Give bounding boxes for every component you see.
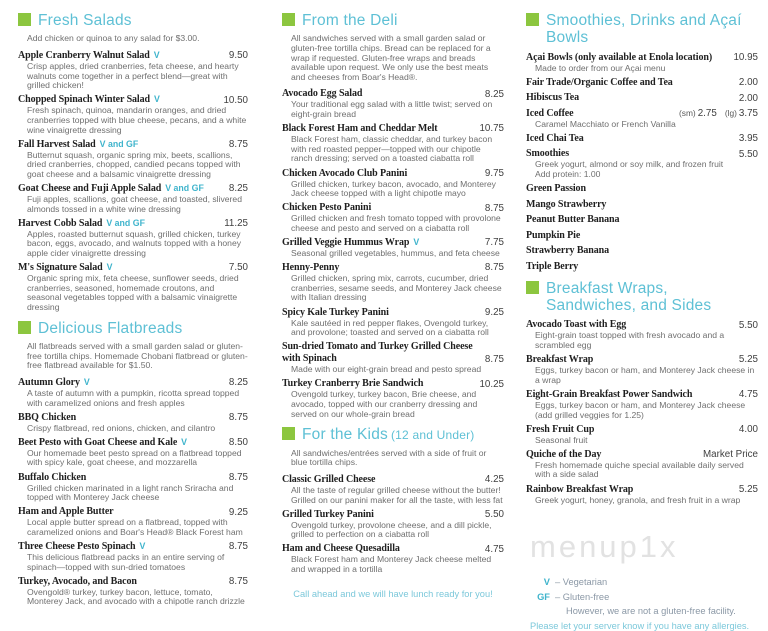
item-description: Organic spring mix, feta cheese, sunflower seeds, dried cranberries, seasoned, homemade croutons, and seasonal vegetables topped with a balsamic vinaigrette dressing (27, 273, 239, 313)
menu-item-row (526, 199, 758, 211)
item-name-text: M's Signature Salad (18, 262, 103, 274)
price-amount: 5.50 (484, 508, 504, 520)
section-title (302, 426, 474, 443)
item-name-text: Fall Harvest Salad (18, 138, 96, 150)
menu-section (282, 12, 504, 419)
menu-item (282, 509, 504, 540)
item-description: Made to order from our Açai menu (535, 62, 666, 73)
menu-item (18, 377, 248, 408)
item-name-text: Apple Cranberry Walnut Salad (18, 49, 150, 61)
section-bullet-icon (282, 13, 295, 26)
section-header (282, 12, 504, 29)
item-name-text: Turkey Cranberry Brie Sandwich (282, 378, 424, 390)
menu-item (18, 437, 248, 468)
item-description: Butternut squash, organic spring mix, beets, scallions, dried cranberries, chopped, candied pecans topped with goat cheese and a balsamic vinaigrette dressing (27, 149, 241, 179)
item-description: Seasonal fruit (535, 434, 588, 445)
menu-item-row (282, 168, 504, 180)
menu-item (526, 52, 758, 74)
diet-tag: V (153, 94, 160, 105)
menu-item (526, 319, 758, 350)
price-amount: 11.25 (224, 218, 248, 230)
menu-item-row (526, 424, 758, 436)
menu-item (282, 123, 504, 164)
menu-item (282, 262, 504, 303)
item-price (229, 541, 248, 553)
item-price (229, 507, 248, 519)
section-title (546, 280, 758, 315)
menu-item (18, 412, 248, 434)
legend-row (526, 575, 758, 589)
menu-item (18, 218, 248, 259)
section-intro: Add chicken or quinoa to any salad for $3.00. (27, 33, 200, 44)
item-description: Grilled chicken, turkey bacon, avocado, and Monterey Jack cheese topped with a light chipotle mayo (291, 178, 496, 199)
menu-item (526, 183, 758, 195)
menu-item (18, 183, 248, 214)
diet-tag: V (153, 49, 160, 60)
item-price (739, 93, 758, 105)
price-amount: 9.25 (484, 306, 504, 318)
price-amount: 8.25 (228, 183, 248, 195)
price-amount: 4.75 (484, 543, 504, 555)
item-price (739, 320, 758, 332)
item-description: Our homemade beet pesto spread on a flatbread topped with spicy kale, goat cheese, and mozzarella (27, 447, 242, 468)
item-description: Apples, roasted butternut squash, grilled chicken, turkey bacon, eggs, avocado, and walnuts topped with a honey apple cider vinaigrette dressing (27, 228, 242, 259)
item-description: Add protein: 1.00 (535, 169, 601, 180)
menu-item (18, 506, 248, 537)
item-description: Grilled chicken, spring mix, carrots, cucumber, dried cranberries, sesame seeds, and Monterey Jack cheese with Italian dressing (291, 273, 502, 303)
section-bullet-icon (18, 321, 31, 334)
item-name-text: Hibiscus Tea (526, 92, 579, 104)
item-description: Crisp apples, dried cranberries, feta cheese, and hearty walnuts come together in a perfect blend—great with grilled chicken! (27, 60, 239, 91)
item-name (526, 484, 633, 496)
allergy-note: Please let your server know if you have any allergies. (530, 621, 750, 631)
item-name (282, 307, 389, 319)
menu-item (282, 88, 504, 119)
item-name-text: Black Forest Ham and Cheddar Melt (282, 123, 438, 135)
diet-tag: V (106, 262, 113, 273)
price-amount: 5.50 (738, 148, 758, 160)
item-price (733, 52, 758, 64)
menu-item (282, 307, 504, 338)
item-name-text: Ham and Cheese Quesadilla (282, 543, 400, 555)
item-price (739, 133, 758, 145)
item-name-text: Fresh Fruit Cup (526, 423, 595, 435)
section-title (38, 320, 182, 337)
menu-item (526, 148, 758, 179)
item-description: Crispy flatbread, red onions, chicken, and cilantro (27, 422, 216, 433)
item-description: Ovengold turkey, provolone cheese, and a dill pickle, grilled to perfection on a ciabatta roll (291, 519, 492, 540)
item-name-text: Avocado Toast with Egg (526, 319, 627, 331)
price-amount: 8.75 (228, 541, 248, 553)
item-name-text: Triple Berry (526, 260, 579, 272)
menu-item (18, 139, 248, 180)
diet-tag: V and GF (99, 138, 139, 149)
menu-item (526, 424, 758, 446)
menu-item-row (18, 139, 248, 151)
section-title-text: Delicious Flatbreads (38, 319, 183, 337)
diet-legend (526, 575, 758, 618)
menu-item (526, 230, 758, 242)
item-description: Made with our eight-grain bread and pesto spread (291, 364, 482, 375)
legend-note: However, we are not a gluten-free facility. (566, 606, 736, 616)
item-price (485, 168, 504, 180)
item-name-text: Sun-dried Tomato and Turkey Grilled Cheese with Spinach (282, 341, 473, 365)
item-name (282, 509, 374, 521)
item-price (485, 307, 504, 319)
item-price (739, 424, 758, 436)
price-amount: 8.75 (484, 353, 504, 365)
item-name (526, 52, 712, 64)
item-description: Fresh homemade quiche special available daily served with a side salad (535, 459, 744, 480)
price-amount: 2.75 (697, 108, 717, 120)
menu-item (526, 484, 758, 506)
item-description: Ovengold turkey, turkey bacon, Brie cheese, and avocado, topped with our cranberry dressing and served on our whole-grain bread (291, 389, 478, 419)
menu-item (526, 214, 758, 226)
item-price (739, 149, 758, 161)
price-amount: 8.75 (484, 202, 504, 214)
item-name-text: Avocado Egg Salad (282, 88, 363, 100)
legend-text: – Gluten-free (555, 591, 610, 602)
price-amount: 10.95 (733, 51, 758, 63)
price-amount: 8.25 (228, 377, 248, 389)
section-title (38, 12, 132, 29)
price-amount: 2.00 (738, 92, 758, 104)
menu-item (526, 92, 758, 104)
price-amount: 3.75 (738, 108, 758, 120)
item-name-text: Green Passion (526, 183, 586, 195)
section-header (526, 12, 758, 47)
section-bullet-icon (18, 13, 31, 26)
section-intro: All sandwiches/entrées served with a side of fruit or blue tortilla chips. (291, 447, 487, 468)
menu-item-row (526, 77, 758, 89)
item-name (282, 168, 407, 180)
item-price (671, 108, 758, 120)
item-price (229, 139, 248, 151)
menu-item (282, 378, 504, 419)
diet-tag: V (139, 541, 146, 552)
item-name-text: Grilled Turkey Panini (282, 508, 374, 520)
menu-item-row (18, 472, 248, 484)
legend-tag: V (543, 577, 550, 588)
item-name (526, 424, 594, 436)
menu-item-row (526, 449, 758, 461)
menu-item-row (282, 509, 504, 521)
item-name-text: Beet Pesto with Goat Cheese and Kale (18, 436, 178, 448)
item-name-text: Henny-Penny (282, 262, 340, 274)
item-description: Kale sautéed in red pepper flakes, Ovengold turkey, and provolone; toasted and served on a ciabatta roll (291, 317, 489, 338)
item-name-text: Iced Chai Tea (526, 132, 584, 144)
item-price (223, 95, 248, 107)
item-name-text: Chicken Pesto Panini (282, 202, 372, 214)
price-amount: 9.25 (228, 506, 248, 518)
item-name-text: Mango Strawberry (526, 198, 607, 210)
menu-section (282, 426, 504, 574)
menu-item (18, 262, 248, 313)
section-title-text: For the Kids (302, 426, 388, 444)
menu-item (18, 50, 248, 91)
item-name-text: Eight-Grain Breakfast Power Sandwich (526, 388, 693, 400)
item-name-text: Iced Coffee (526, 107, 574, 119)
item-name (526, 183, 586, 195)
price-amount: 7.75 (484, 237, 504, 249)
section-title-suffix: (12 and Under) (390, 428, 475, 443)
item-name-text: Spicy Kale Turkey Panini (282, 306, 389, 318)
menu-item (526, 354, 758, 385)
item-name-text: Strawberry Banana (526, 245, 610, 257)
menu-item (526, 108, 758, 130)
item-name (18, 412, 76, 424)
item-name-text: Classic Grilled Cheese (282, 473, 376, 485)
diet-tag: V and GF (106, 217, 145, 228)
item-name (526, 261, 578, 273)
section-header (18, 320, 248, 337)
item-description: Eggs, turkey bacon or ham, and Monterey Jack cheese in a wrap (535, 365, 755, 385)
price-amount: 9.75 (484, 167, 504, 179)
menu-section (526, 280, 758, 505)
price-amount: 2.00 (738, 77, 758, 89)
menu-section (526, 12, 758, 273)
menu-section (18, 320, 248, 607)
price-size-label: (sm) (678, 108, 696, 119)
menu-section (18, 12, 248, 313)
section-title-text: Fresh Salads (38, 12, 132, 29)
menu-item (282, 474, 504, 505)
item-description: Black Forest ham and Monterey Jack cheese melted and wrapped in a tortilla (291, 554, 492, 575)
item-name (526, 92, 579, 104)
price-amount: 4.75 (738, 389, 758, 401)
section-title (546, 12, 758, 47)
price-amount: 8.50 (228, 437, 248, 449)
price-amount: 9.50 (228, 50, 248, 62)
price-amount: 10.75 (479, 123, 504, 135)
menu-item-row (526, 230, 758, 242)
item-name-text: BBQ Chicken (18, 411, 77, 423)
item-description: This delicious flatbread packs in an entire serving of spinach—topped with sun-dried tomatoes (27, 552, 225, 572)
item-name-text: Breakfast Wrap (526, 354, 594, 366)
menu-item-row (526, 52, 758, 64)
item-name (282, 341, 479, 365)
item-price (229, 576, 248, 588)
diet-tag: V (413, 237, 420, 248)
item-name-text: Buffalo Chicken (18, 471, 87, 483)
section-intro: All sandwiches served with a small garden salad or gluten-free tortilla chips. Bread can be replaced for a wrap if requested. Gluten-free wraps and breads available upon request. We only use the best meats and cheeses from Boar's Head®. (291, 33, 491, 82)
price-amount: 8.75 (484, 262, 504, 274)
item-name-text: Turkey, Avocado, and Bacon (18, 575, 137, 587)
price-amount: Market Price (703, 449, 758, 461)
item-name-text: Pumpkin Pie (526, 229, 581, 241)
legend-tag: GF (537, 591, 550, 602)
item-name-text: Chopped Spinach Winter Salad (18, 94, 150, 106)
price-amount: 8.25 (484, 88, 504, 100)
item-description: Caramel Macchiato or French Vanilla (535, 118, 676, 129)
menu-item (526, 199, 758, 211)
diet-tag: V and GF (165, 183, 204, 194)
menu-item (282, 168, 504, 199)
item-description: A taste of autumn with a pumpkin, ricotta spread topped with caramelized onions and fresh apples (27, 387, 240, 408)
menu-item-row (18, 412, 248, 424)
item-description: All the taste of regular grilled cheese without the butter! Grilled on our panini maker for all the taste, with less fat (291, 484, 503, 505)
price-amount: 8.75 (228, 471, 248, 483)
menu-item-row (526, 92, 758, 104)
menu-item (526, 449, 758, 480)
item-name-text: Fair Trade/Organic Coffee and Tea (526, 76, 673, 88)
item-price (485, 509, 504, 521)
item-name-text: Ham and Apple Butter (18, 506, 114, 518)
item-price (479, 379, 504, 391)
menu-item (18, 472, 248, 503)
item-name-text: Açai Bowls (only available at Enola location) (526, 51, 713, 63)
item-description: Grilled chicken and fresh tomato topped with provolone cheese and pesto and served on a ciabatta roll (291, 213, 501, 233)
menu-item-row (526, 245, 758, 257)
item-description: Black Forest ham, classic cheddar, and turkey bacon with red roasted pepper—topped with our chipotle ranch dressing; served on a toasted ciabatta roll (291, 134, 493, 164)
item-name-text: Peanut Butter Banana (526, 214, 620, 226)
menu-item (18, 94, 248, 135)
section-header (526, 280, 758, 315)
item-name (526, 230, 580, 242)
price-amount: 10.50 (223, 94, 248, 106)
section-title-text: Smoothies, Drinks and Açaí Bowls (546, 12, 742, 47)
item-name-text: Goat Cheese and Fuji Apple Salad (18, 183, 162, 195)
item-description: Eight-grain toast topped with fresh avocado and a scrambled egg (535, 330, 725, 351)
section-bullet-icon (526, 13, 539, 26)
menu-item (526, 261, 758, 273)
price-amount: 5.50 (738, 319, 758, 331)
menu-item-row (526, 261, 758, 273)
item-name (18, 472, 86, 484)
item-description: Greek yogurt, almond or soy milk, and frozen fruit (535, 159, 724, 170)
item-name-text: Harvest Cobb Salad (18, 217, 103, 229)
menu-item (282, 237, 504, 259)
price-amount: 5.25 (738, 354, 758, 366)
menu-item-row (282, 341, 504, 365)
item-name (526, 245, 609, 257)
menu-column-1 (18, 10, 248, 631)
item-description: Grilled chicken marinated in a light ranch Sriracha and topped with Monterey Jack cheese (27, 482, 234, 503)
diet-tag: V (83, 376, 90, 387)
menu-item (526, 389, 758, 420)
item-description: Local apple butter spread on a flatbread, topped with caramelized onions and Boar's Head® Black Forest ham (27, 517, 243, 537)
item-description: Ovengold® turkey, turkey bacon, lettuce, tomato, Monterey Jack, and avocado with a chipotle ranch drizzle (27, 586, 245, 607)
item-description: Greek yogurt, honey, granola, and fresh fruit in a wrap (535, 494, 741, 505)
legend-text: – Vegetarian (555, 577, 608, 588)
menu-item (526, 133, 758, 145)
item-price (739, 77, 758, 89)
price-size-label: (lg) (724, 108, 737, 119)
menu-column-3 (526, 10, 758, 631)
menu-item (526, 77, 758, 89)
price-amount: 5.25 (738, 483, 758, 495)
item-price (739, 484, 758, 496)
section-bullet-icon (526, 281, 539, 294)
item-description: Eggs, turkey bacon or ham, and Monterey Jack cheese (add grilled veggies for 1.25) (535, 399, 746, 420)
menu-item (282, 202, 504, 233)
item-name (526, 133, 584, 145)
menu-item (18, 541, 248, 572)
item-name-text: Rainbow Breakfast Wrap (526, 483, 634, 495)
diet-tag: V (181, 436, 188, 447)
item-name (526, 77, 673, 89)
section-title (302, 12, 398, 29)
menupix-watermark: menup1x (530, 529, 679, 565)
price-amount: 4.00 (738, 423, 758, 435)
item-price (485, 354, 504, 366)
price-amount: 8.75 (228, 576, 248, 588)
section-intro: All flatbreads served with a small garden salad or gluten-free tortilla chips. Homemade Chobani flatbread or gluten-free flatbread available for $1.50. (27, 341, 248, 371)
price-amount: 8.75 (228, 411, 248, 423)
item-name-text: Three Cheese Pesto Spinach (18, 541, 136, 553)
item-price (229, 412, 248, 424)
call-ahead-note: Call ahead and we will have lunch ready for you! (293, 588, 493, 599)
section-header (282, 426, 504, 443)
section-title-text: Breakfast Wraps, Sandwiches, and Sides (546, 279, 712, 315)
section-bullet-icon (282, 427, 295, 440)
item-name-text: Smoothies (526, 148, 569, 160)
item-name (18, 139, 138, 151)
menu-item (18, 576, 248, 607)
item-name (526, 199, 606, 211)
item-description: Seasonal grilled vegetables, hummus, and feta cheese (291, 248, 500, 259)
item-name (526, 449, 601, 461)
item-description: Your traditional egg salad with a little twist; served on eight-grain bread (291, 99, 493, 120)
section-header (18, 12, 248, 29)
item-description: Fuji apples, scallions, goat cheese, and toasted, slivered almonds tossed in a white wine dressing (27, 194, 242, 214)
menu-item-row (526, 214, 758, 226)
menu-item-row (526, 133, 758, 145)
item-name-text: Quiche of the Day (526, 448, 602, 460)
price-amount: 8.75 (228, 138, 248, 150)
menu-item-row (282, 307, 504, 319)
menu-item (282, 543, 504, 574)
menu-item (282, 341, 504, 375)
menu-item-row (526, 183, 758, 195)
price-amount: 7.50 (228, 262, 248, 274)
price-amount: 10.25 (479, 378, 504, 390)
menu-item (526, 245, 758, 257)
menu-column-2 (282, 10, 504, 631)
legend-row (526, 590, 758, 604)
item-description: Fresh spinach, quinoa, mandarin oranges, and dried cranberries topped with blue cheese, pecans, and a white wine vinaigrette dressing (27, 105, 247, 135)
item-name-text: Grilled Veggie Hummus Wrap (282, 237, 410, 249)
section-title-text: From the Deli (302, 12, 398, 29)
item-name-text: Autumn Glory (18, 376, 80, 388)
price-amount: 3.95 (738, 133, 758, 145)
item-name (526, 214, 619, 226)
item-name-text: Chicken Avocado Club Panini (282, 167, 408, 179)
menu-item-row (526, 484, 758, 496)
price-amount: 4.25 (484, 474, 504, 486)
item-price (229, 472, 248, 484)
